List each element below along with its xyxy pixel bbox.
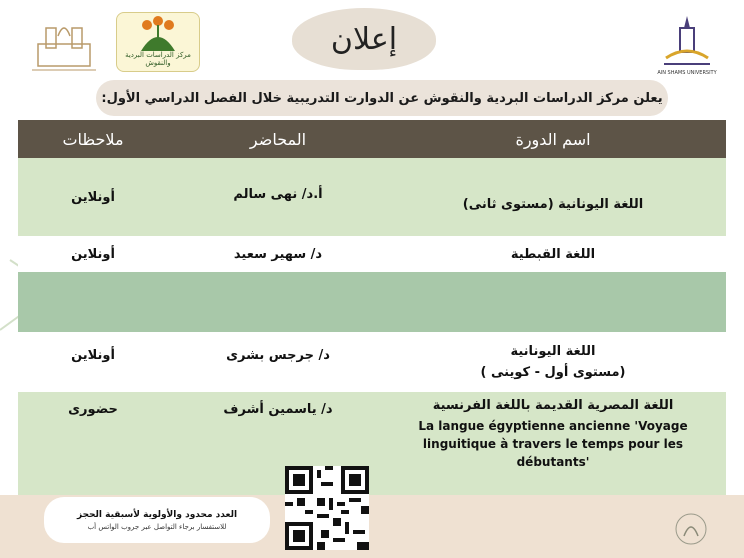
lecturer-name: د/ جرجس بشرى [226, 347, 330, 363]
intro-banner [96, 80, 668, 116]
page-title: إعلان [330, 21, 398, 57]
course-name-french: La langue égyptienne ancienne 'Voyage linguitique à travers le temps pour les débutants' [418, 419, 688, 469]
table-header [18, 120, 726, 158]
title-badge [292, 8, 436, 70]
course-name [388, 272, 718, 332]
table-row [18, 332, 726, 392]
faculty-logo [28, 14, 100, 74]
table-row [18, 392, 726, 495]
table-row [18, 158, 726, 236]
stamp-icon [672, 512, 710, 546]
booking-note-line1: العدد محدود والأولوية لأسبقية الحجز [76, 509, 238, 520]
ain-shams-emblem-icon [656, 14, 718, 68]
lecturer-name: د/ ياسمين أشرف [223, 402, 333, 417]
course-name: اللغة اليونانية [510, 344, 596, 359]
course-mode [18, 272, 168, 332]
course-level: (مستوى أول - كوينى ) [480, 365, 626, 380]
booking-note [44, 497, 270, 543]
header-course: اسم الدورة [515, 129, 591, 149]
center-logo-caption: مركز الدراسات البردية والنقوش [125, 51, 191, 67]
course-name: اللغة القبطية [510, 246, 596, 262]
table-row [18, 236, 726, 272]
lecturer-name [188, 272, 368, 332]
course-cell [388, 332, 718, 392]
qr-code-icon[interactable] [285, 466, 369, 550]
lecturer-name: أ.د/ نهى سالم [233, 186, 323, 202]
course-cell [388, 392, 718, 495]
table-row [18, 272, 726, 332]
header-lecturer: المحاضر [249, 129, 307, 149]
course-mode: أونلاين [71, 246, 115, 262]
lecturer-name: د/ سهير سعيد [233, 246, 323, 262]
course-name: اللغة المصرية القديمة باللغة الفرنسية [432, 398, 674, 413]
header-notes: ملاحظات [62, 129, 124, 149]
intro-text: يعلن مركز الدراسات البردية والنقوش عن الدوارت التدريبية خلال الفصل الدراسي الأول: [101, 90, 663, 106]
booking-note-line2: للاستفسار برجاء التواصل عبر جروب الواتس أب [87, 522, 227, 531]
course-mode: أونلاين [71, 189, 115, 205]
course-name: اللغة اليونانية (مستوى ثانى) [462, 196, 644, 212]
university-logo [656, 14, 718, 76]
papyrology-center-logo [116, 12, 200, 72]
university-logo-caption: AIN SHAMS UNIVERSITY [657, 70, 717, 76]
course-mode: أونلاين [71, 347, 115, 363]
course-mode: حضورى [68, 402, 118, 417]
